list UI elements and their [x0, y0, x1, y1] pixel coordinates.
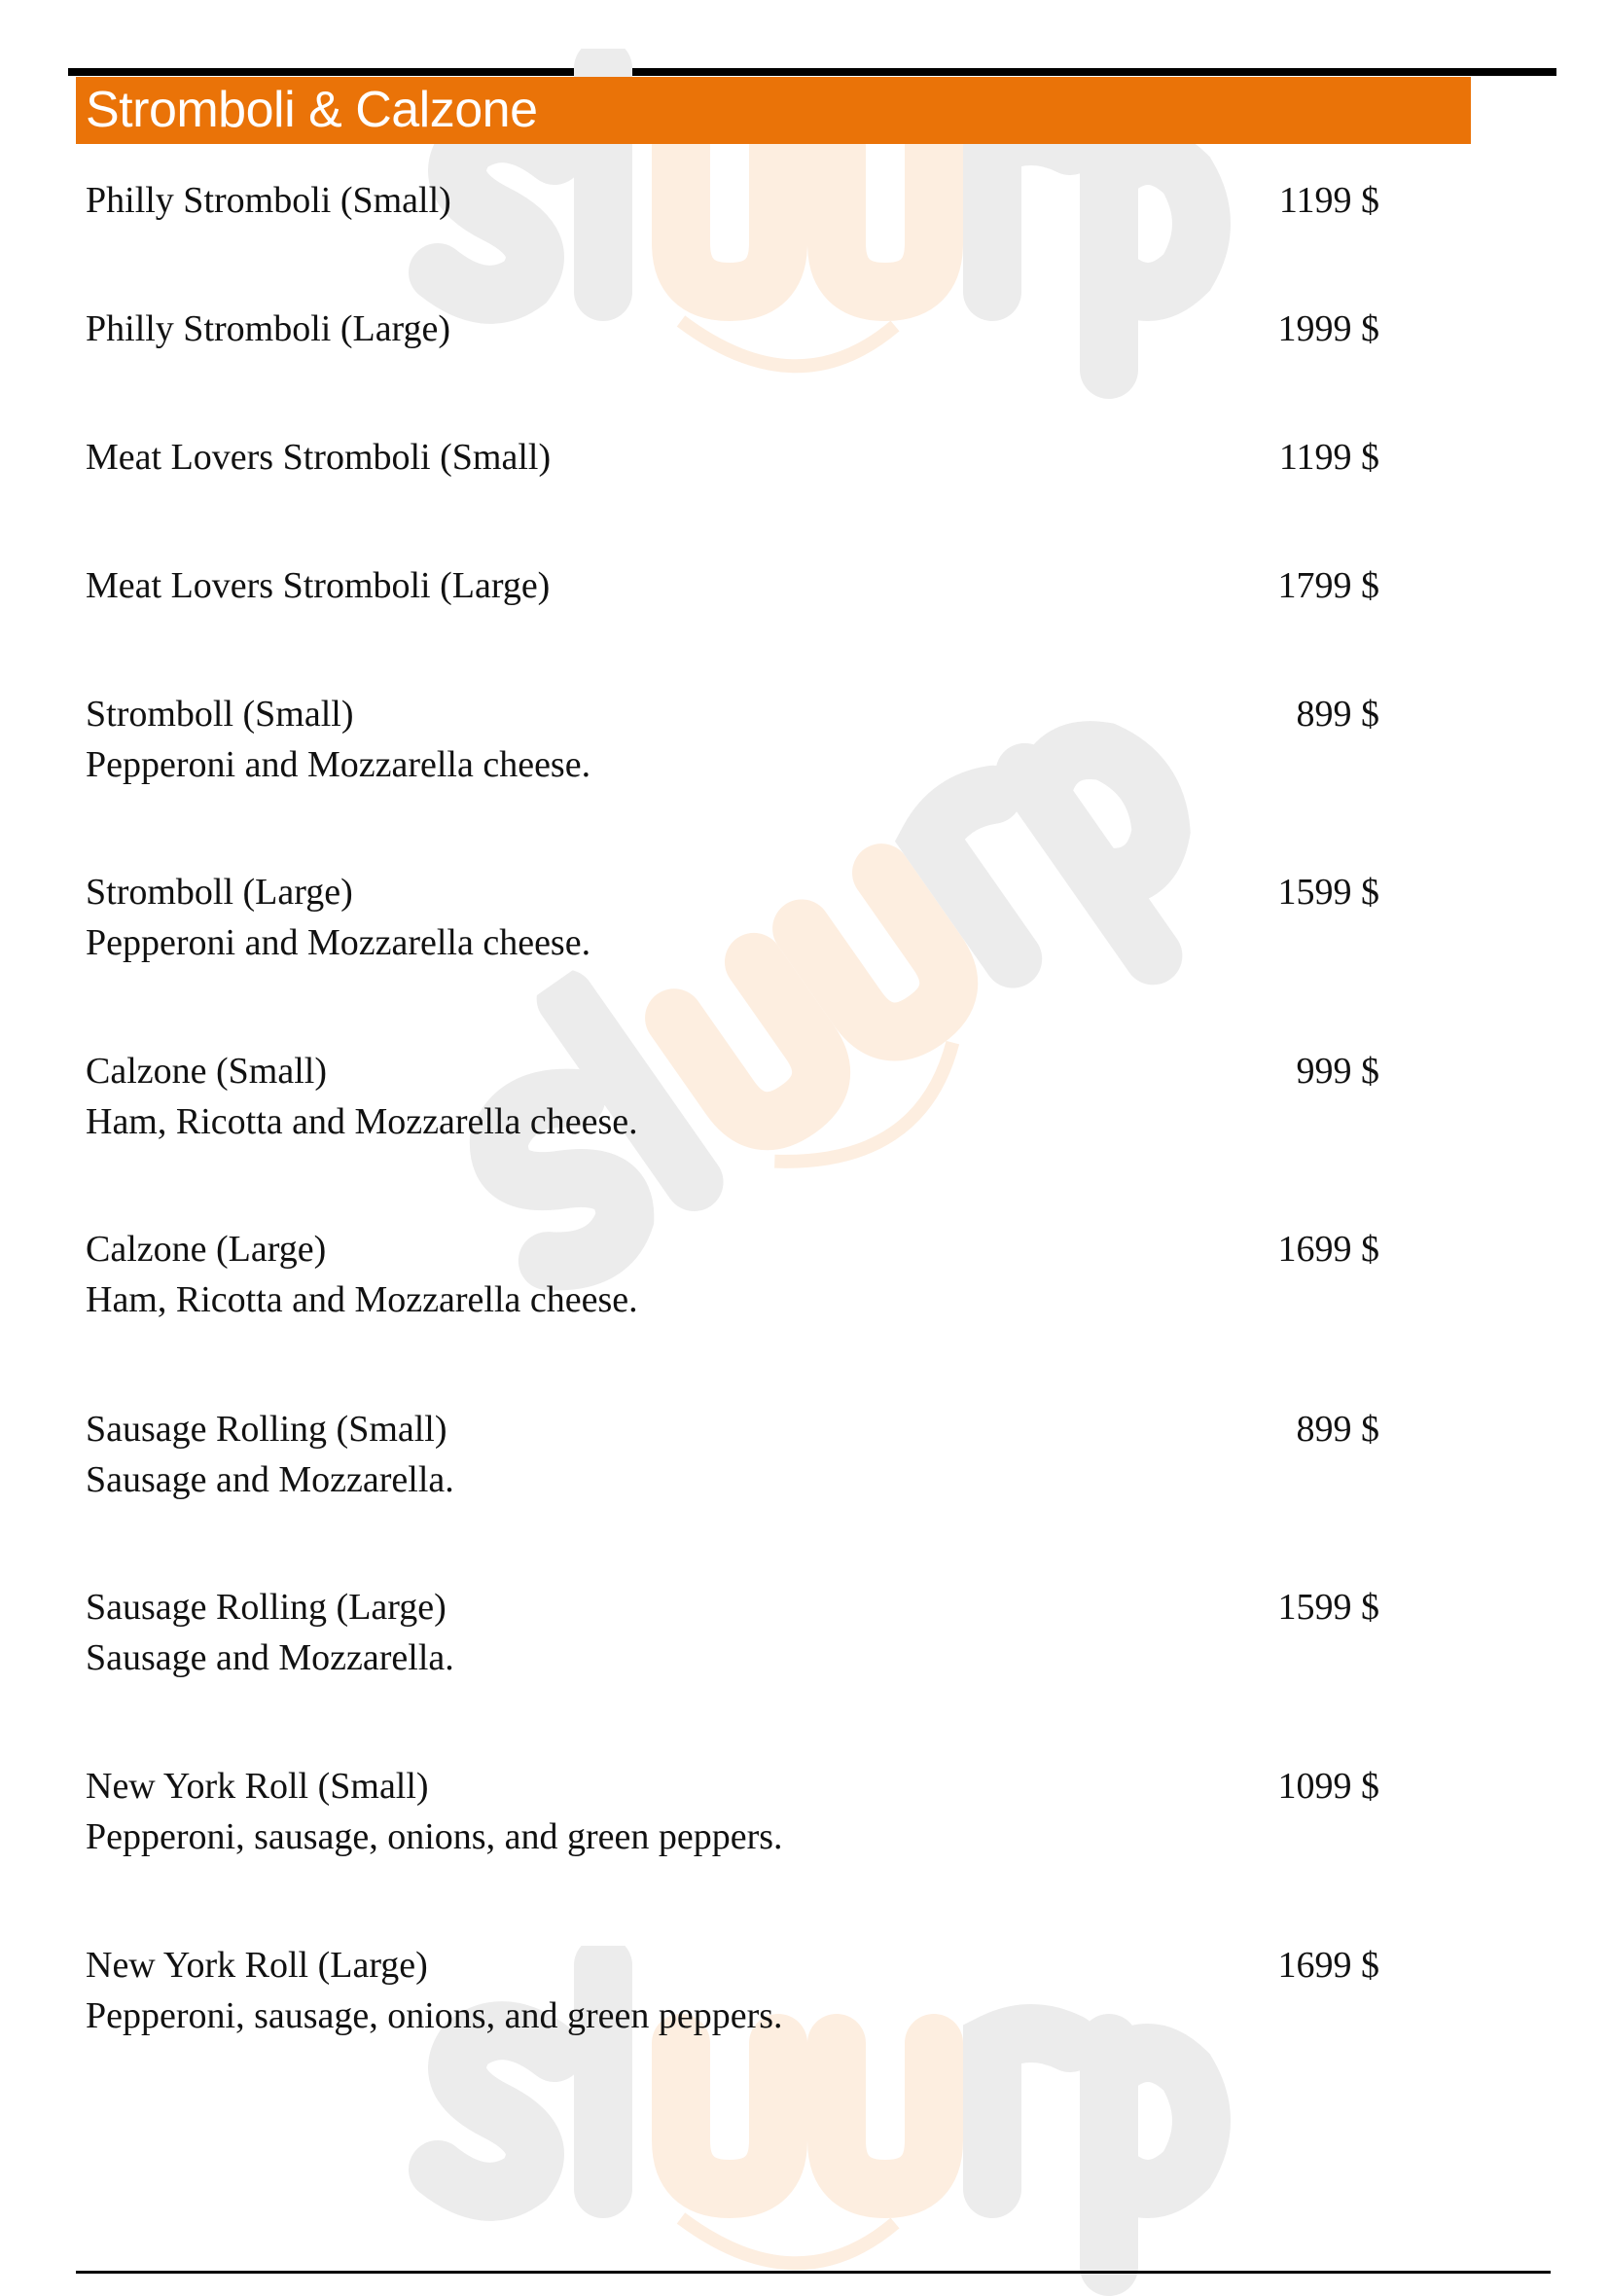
menu-item — [86, 432, 1379, 483]
item-name: New York Roll (Small) — [86, 1766, 429, 1807]
item-description: Sausage and Mozzarella. — [86, 1637, 454, 1678]
menu-item — [86, 867, 1379, 968]
item-price: 899 $ — [1296, 1409, 1379, 1450]
item-name: Calzone (Large) — [86, 1229, 327, 1270]
item-price: 1199 $ — [1278, 180, 1379, 221]
item-price: 1099 $ — [1277, 1766, 1379, 1807]
item-description: Ham, Ricotta and Mozzarella cheese. — [86, 1101, 638, 1142]
menu-item — [86, 175, 1379, 226]
item-name: New York Roll (Large) — [86, 1945, 428, 1986]
item-price: 1599 $ — [1277, 872, 1379, 913]
section-title: Stromboli & Calzone — [86, 82, 538, 138]
item-price: 1599 $ — [1277, 1587, 1379, 1628]
item-price: 1999 $ — [1277, 308, 1379, 349]
item-name: Philly Stromboli (Small) — [86, 180, 451, 221]
item-name: Meat Lovers Stromboli (Small) — [86, 437, 552, 478]
item-description: Sausage and Mozzarella. — [86, 1459, 454, 1500]
menu-item — [86, 1761, 1379, 1862]
menu-item — [86, 1582, 1379, 1683]
item-name: Sausage Rolling (Small) — [86, 1409, 447, 1450]
menu-item — [86, 1404, 1379, 1505]
item-name: Stromboll (Small) — [86, 694, 354, 735]
item-price: 1699 $ — [1277, 1229, 1379, 1270]
menu-item — [86, 560, 1379, 611]
item-description: Pepperoni, sausage, onions, and green peppers. — [86, 1995, 783, 2036]
item-description: Pepperoni, sausage, onions, and green peppers. — [86, 1816, 783, 1857]
item-name: Sausage Rolling (Large) — [86, 1587, 447, 1628]
menu-item — [86, 1940, 1379, 2041]
section-header — [76, 77, 1471, 144]
item-name: Meat Lovers Stromboli (Large) — [86, 565, 551, 606]
item-price: 1199 $ — [1278, 437, 1379, 478]
item-description: Pepperoni and Mozzarella cheese. — [86, 744, 591, 785]
item-price: 1799 $ — [1277, 565, 1379, 606]
menu-item — [86, 689, 1379, 790]
item-price: 1699 $ — [1277, 1945, 1379, 1986]
menu-item — [86, 1224, 1379, 1325]
item-price: 899 $ — [1296, 694, 1379, 735]
item-price: 999 $ — [1296, 1051, 1379, 1092]
menu-item — [86, 304, 1379, 354]
item-name: Calzone (Small) — [86, 1051, 327, 1092]
item-name: Philly Stromboli (Large) — [86, 308, 451, 349]
item-description: Pepperoni and Mozzarella cheese. — [86, 922, 591, 963]
item-name: Stromboll (Large) — [86, 872, 353, 913]
menu-item — [86, 1046, 1379, 1147]
item-description: Ham, Ricotta and Mozzarella cheese. — [86, 1279, 638, 1320]
